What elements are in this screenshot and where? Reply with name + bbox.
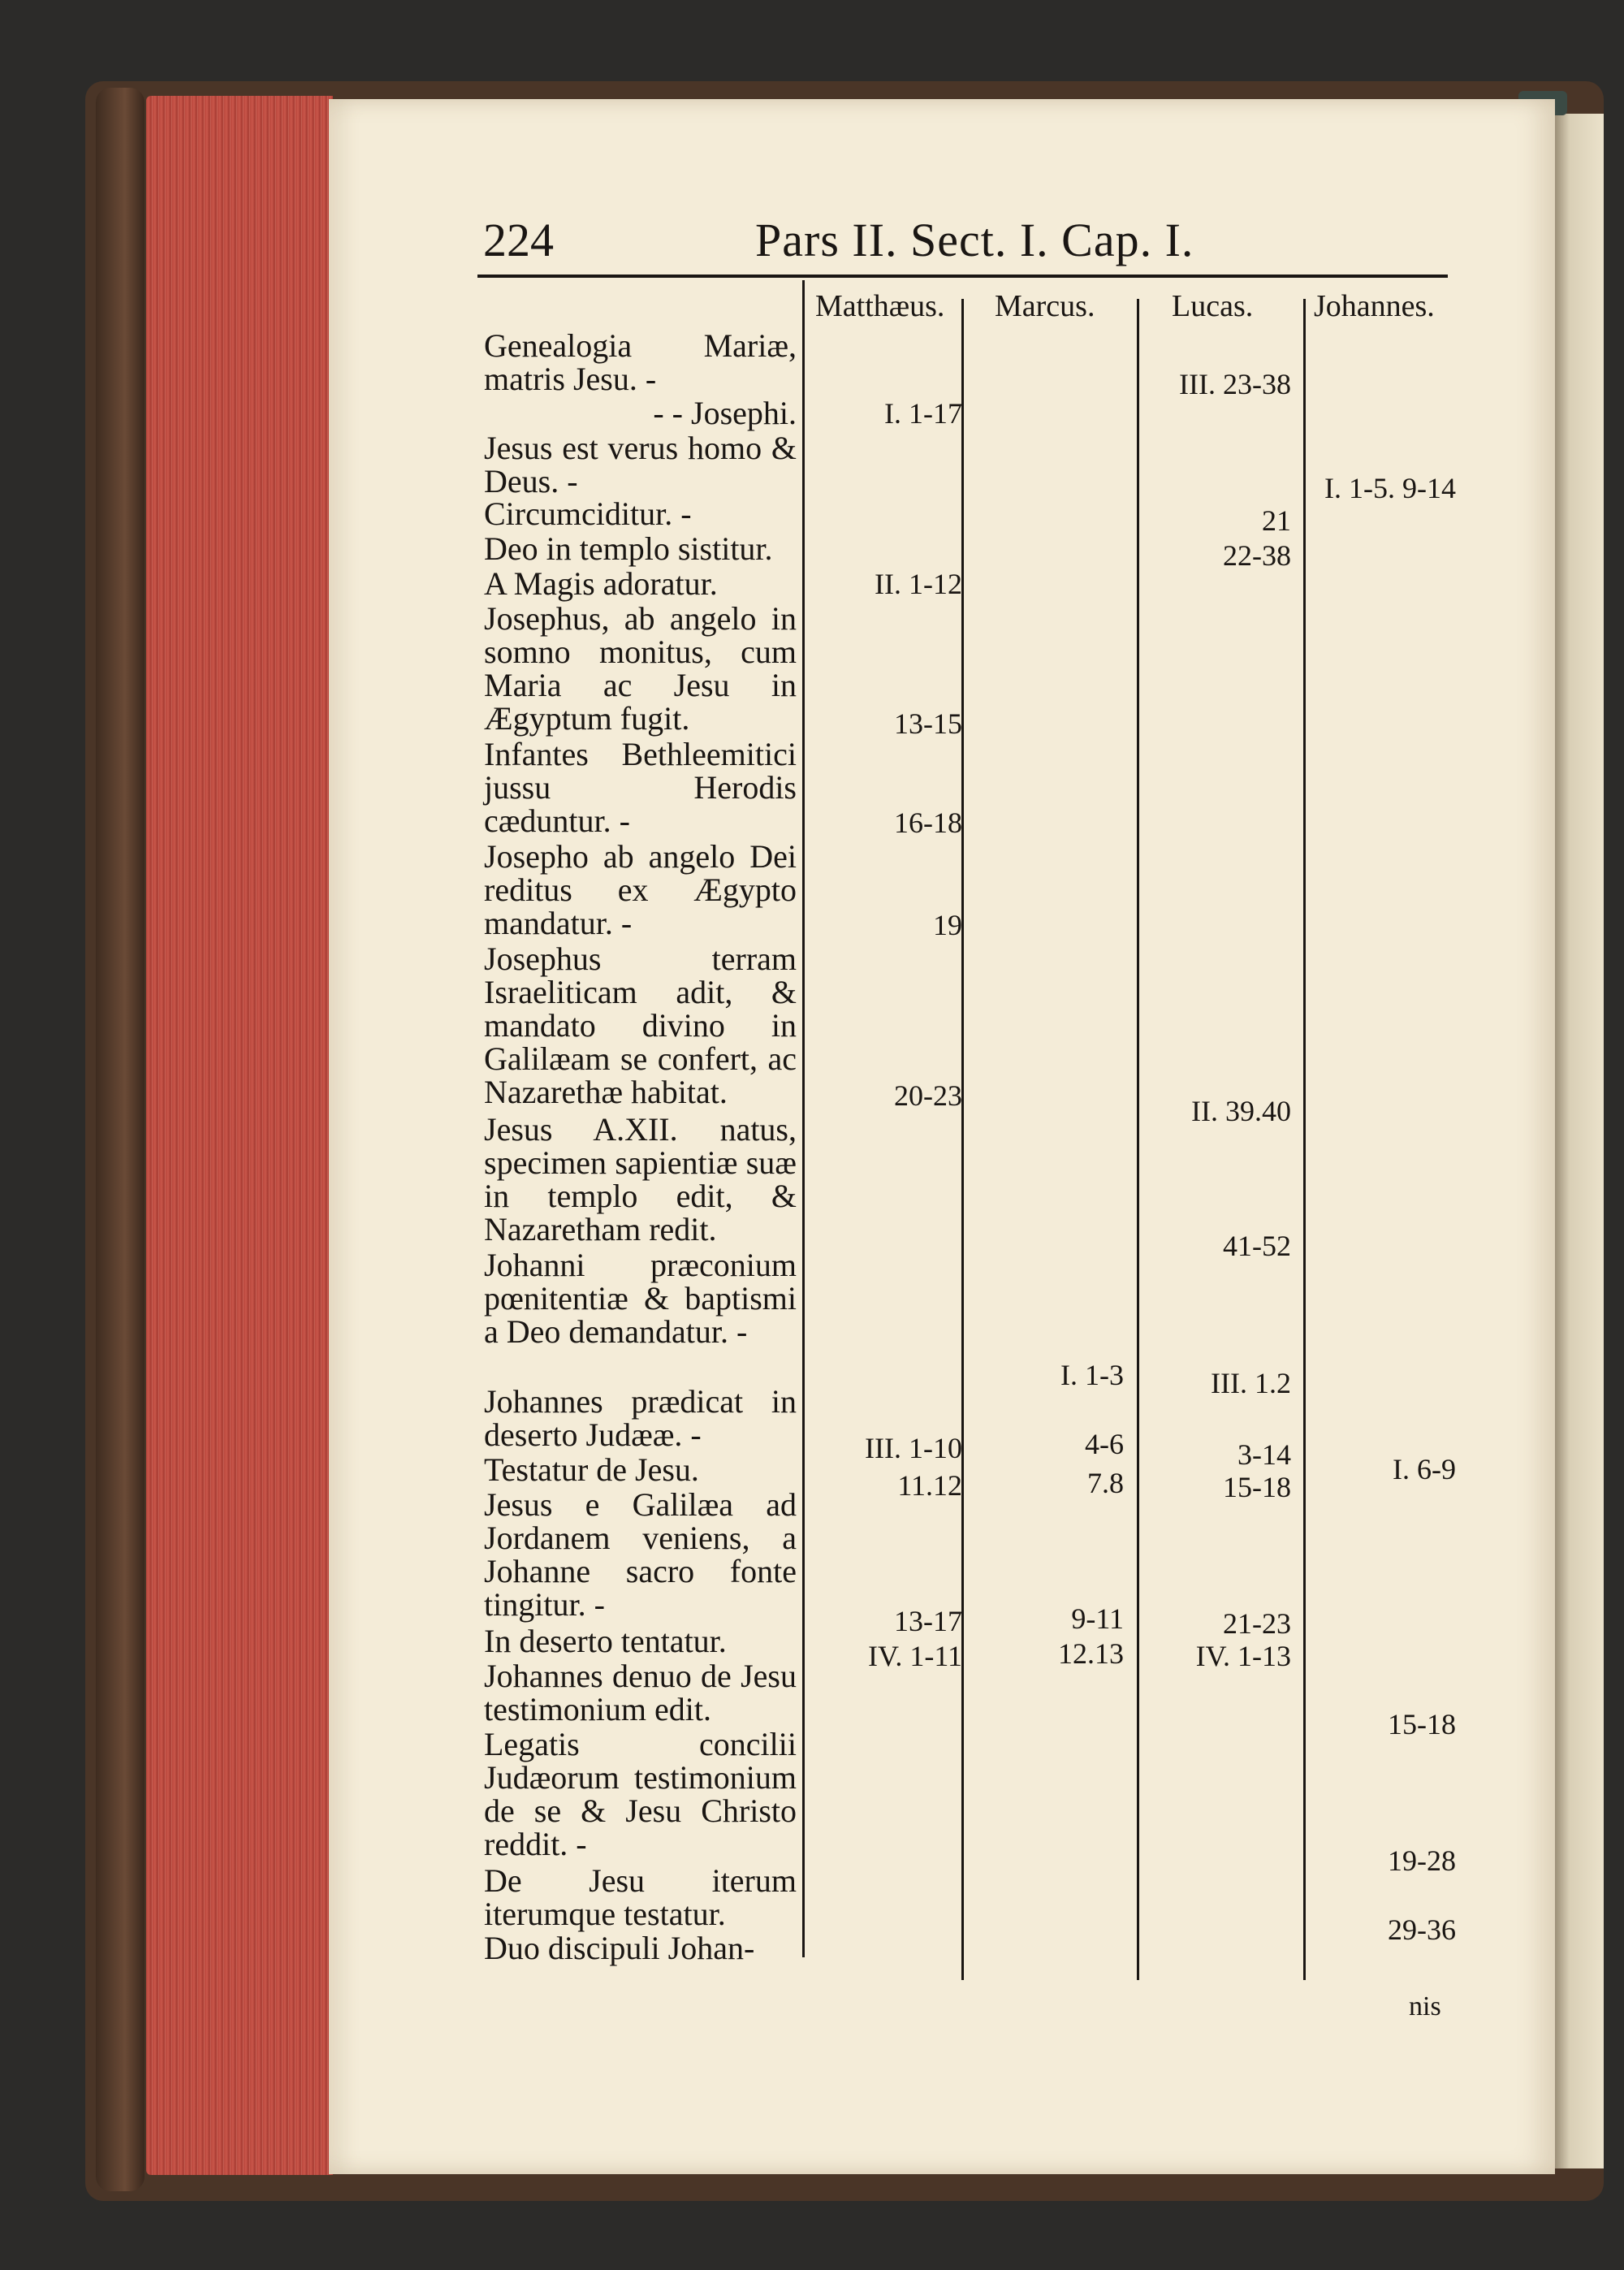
column-rule-lucas (1137, 299, 1139, 1980)
column-head-lucas: Lucas. (1172, 289, 1254, 323)
ref-lucas: IV. 1-13 (1195, 1640, 1291, 1672)
entry-text: Johanni præconium pœnitentiæ & baptismi a Deo demandatur. - (484, 1247, 797, 1350)
entry-text: Infantes Bethleemitici jussu Herodis cæduntur. - (484, 736, 797, 839)
ref-matthaeus: II. 1-12 (875, 568, 962, 600)
ref-matthaeus: I. 1-17 (884, 397, 962, 430)
column-rule-marcus (961, 299, 964, 1980)
column-rule-matthaeus (802, 280, 805, 1957)
ref-matthaeus: 19 (933, 909, 962, 941)
ref-johannes: 15-18 (1388, 1708, 1456, 1740)
ref-lucas: 15-18 (1223, 1471, 1291, 1503)
ref-lucas: II. 39.40 (1191, 1095, 1291, 1127)
ref-lucas: 3-14 (1237, 1438, 1291, 1471)
running-title: Pars II. Sect. I. Cap. I. (755, 214, 1194, 266)
ref-johannes: 19-28 (1388, 1844, 1456, 1877)
entry-text: Josephus terram Israeliticam adit, & mandato divino in Galilæam se confert, ac Nazarethæ habitat. (484, 940, 797, 1110)
ref-matthaeus: 13-15 (894, 707, 962, 740)
ref-lucas: 41-52 (1223, 1230, 1291, 1262)
entry-text: Jesus A.XII. natus, specimen sapientiæ suæ in templo edit, & Nazaretham redit. (484, 1111, 797, 1247)
page-header (483, 213, 1449, 270)
ref-marcus: I. 1-3 (1060, 1359, 1124, 1391)
ref-johannes: 29-36 (1388, 1913, 1456, 1946)
ref-lucas: 22-38 (1223, 539, 1291, 572)
ref-matthaeus: 20-23 (894, 1079, 962, 1112)
entry-text: Johannes prædicat in deserto Judææ. - (484, 1383, 797, 1453)
catchword: nis (1409, 1991, 1441, 2021)
ref-marcus: 9-11 (1071, 1602, 1124, 1635)
column-head-marcus: Marcus. (995, 289, 1095, 323)
entry-text: Jesus e Galilæa ad Jordanem veniens, a Johanne sacro fonte tingitur. - (484, 1486, 797, 1623)
entry-text: - - Josephi. (653, 395, 797, 431)
entry-text: Deo in templo sistitur. (484, 530, 773, 567)
entry-text: Circumciditur. - (484, 495, 692, 532)
page-number: 224 (483, 214, 554, 266)
ref-johannes: I. 1-5. 9-14 (1324, 472, 1456, 504)
ref-matthaeus: III. 1-10 (865, 1432, 962, 1464)
entry-text: Duo discipuli Johan- (484, 1930, 755, 1966)
ref-lucas: III. 1.2 (1211, 1367, 1291, 1399)
ref-marcus: 7.8 (1087, 1467, 1124, 1499)
entry-text: Genealogia Mariæ, matris Jesu. - (484, 327, 797, 397)
red-page-edges (146, 96, 333, 2175)
entry-text: Jesus est verus homo & Deus. - (484, 430, 797, 499)
column-head-matthaeus: Matthæus. (815, 289, 945, 323)
column-rule-johannes (1303, 299, 1306, 1980)
entry-text: Legatis concilii Judæorum testimonium de se & Jesu Christo reddit. - (484, 1726, 797, 1862)
entry-text: A Magis adoratur. (484, 565, 718, 602)
column-head-johannes: Johannes. (1314, 289, 1435, 323)
ref-lucas: 21 (1262, 504, 1291, 537)
entry-text: In deserto tentatur. (484, 1623, 727, 1659)
entry-text: Josepho ab angelo Dei reditus ex Ægypto mandatur. - (484, 838, 797, 941)
facing-page-edge (1547, 114, 1604, 2168)
header-rule (477, 275, 1448, 278)
book-spine-edge (96, 88, 145, 2191)
ref-matthaeus: IV. 1-11 (868, 1640, 962, 1672)
ref-johannes: I. 6-9 (1393, 1453, 1456, 1485)
ref-matthaeus: 13-17 (894, 1605, 962, 1637)
ref-lucas: 21-23 (1223, 1607, 1291, 1640)
ref-marcus: 12.13 (1058, 1637, 1124, 1670)
entry-text: Johannes denuo de Jesu testimonium edit. (484, 1658, 797, 1727)
ref-matthaeus: 16-18 (894, 806, 962, 839)
entry-text: De Jesu iterum iterumque testatur. (484, 1862, 797, 1932)
entry-text: Josephus, ab angelo in somno monitus, cum Maria ac Jesu in Ægyptum fugit. (484, 600, 797, 737)
entry-text: Testatur de Jesu. (484, 1451, 699, 1488)
ref-marcus: 4-6 (1085, 1428, 1124, 1460)
ref-matthaeus: 11.12 (897, 1469, 962, 1502)
ref-lucas: III. 23-38 (1179, 368, 1291, 400)
